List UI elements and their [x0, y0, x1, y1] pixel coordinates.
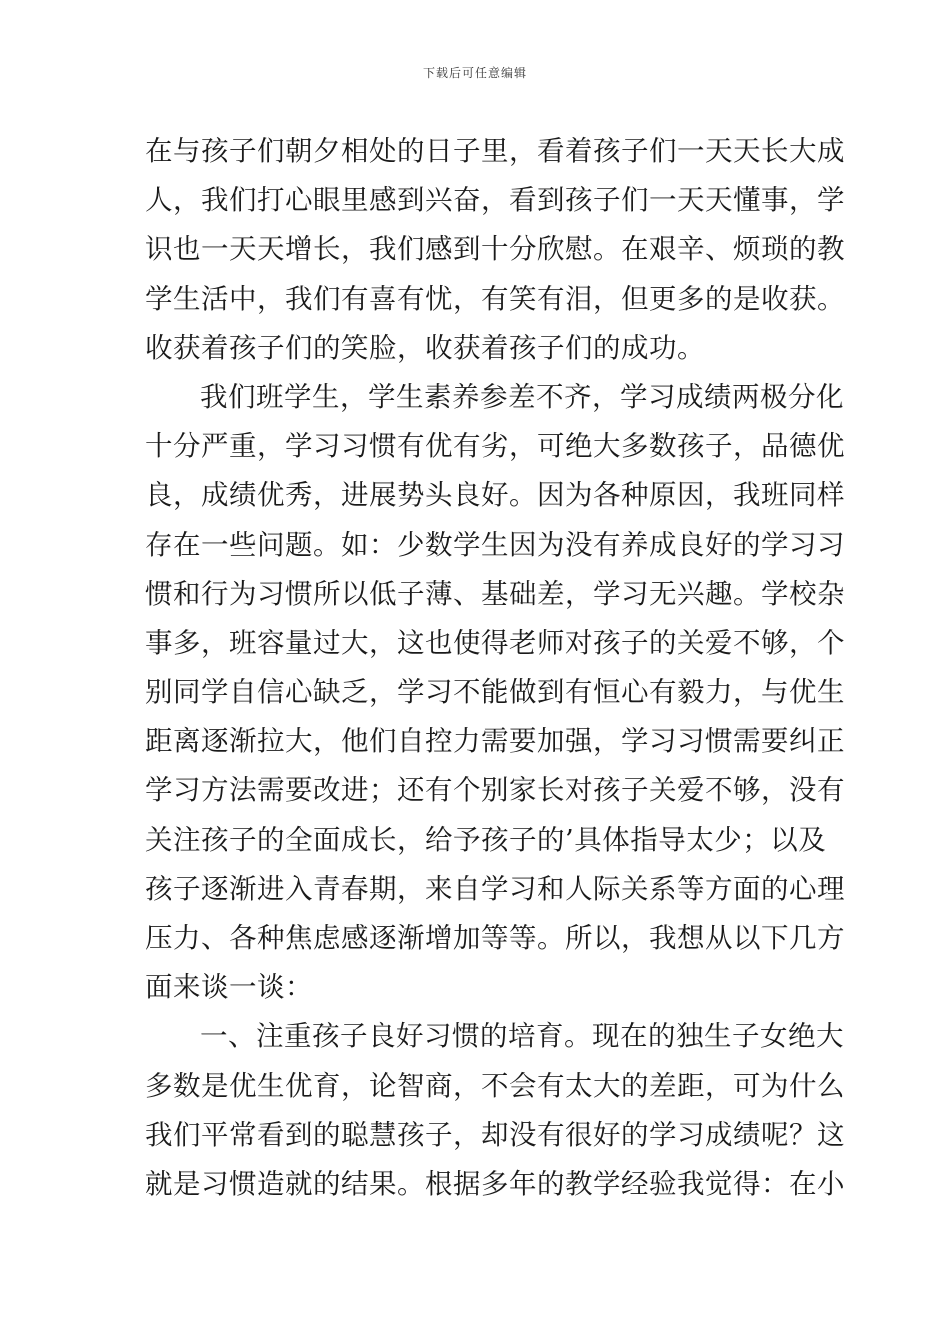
text-line: 良，成绩优秀，进展势头良好。因为各种原因，我班同样	[145, 479, 845, 512]
text-line: 识也一天天增长，我们感到十分欣慰。在艰辛、烦琐的教	[145, 233, 845, 266]
page-header: 下载后可任意编辑	[422, 66, 527, 80]
text-line: 存在一些问题。如：少数学生因为没有养成良好的学习习	[145, 528, 845, 561]
text-line: 惯和行为习惯所以低子薄、基础差，学习无兴趣。学校杂	[145, 577, 845, 610]
text-line: 别同学自信心缺乏，学习不能做到有恒心有毅力，与优生	[145, 676, 845, 709]
text-line: 学习方法需要改进；还有个别家长对孩子关爱不够，没有	[145, 774, 845, 807]
paragraph-first-line: 我们班学生，学生素养参差不齐，学习成绩两极分化	[200, 380, 844, 413]
text-line: 压力、各种焦虑感逐渐增加等等。所以，我想从以下几方	[145, 922, 845, 954]
text-line: 孩子逐渐进入青春期，来自学习和人际关系等方面的心理	[145, 872, 845, 905]
text-line: 十分严重，学习习惯有优有劣，可绝大多数孩子，品德优	[145, 430, 845, 463]
text-line: 就是习惯造就的结果。根据多年的教学经验我觉得：在小	[145, 1167, 845, 1200]
document-body	[145, 127, 845, 1209]
text-line: 学生活中，我们有喜有忧，有笑有泪，但更多的是收获。	[145, 282, 845, 315]
paragraph-first-line: 一、注重孩子良好习惯的培育。现在的独生子女绝大	[200, 1020, 844, 1053]
text-line: 关注孩子的全面成长，给予孩子的’具体指导太少；以及	[145, 823, 827, 856]
text-line: 多数是优生优育，论智商，不会有太大的差距，可为什么	[145, 1069, 845, 1102]
text-line: 事多，班容量过大，这也使得老师对孩子的关爱不够，个	[145, 626, 845, 659]
text-line: 距离逐渐拉大，他们自控力需要加强，学习习惯需要纠正	[145, 725, 845, 758]
text-line: 在与孩子们朝夕相处的日子里，看着孩子们一天天长大成	[145, 135, 845, 167]
text-line: 面来谈一谈：	[145, 971, 313, 1004]
text-line: 收获着孩子们的笑脸，收获着孩子们的成功。	[145, 331, 705, 364]
text-line: 我们平常看到的聪慧孩子，却没有很好的学习成绩呢？这	[145, 1118, 845, 1151]
text-line: 人，我们打心眼里感到兴奋，看到孩子们一天天懂事，学	[145, 184, 845, 217]
